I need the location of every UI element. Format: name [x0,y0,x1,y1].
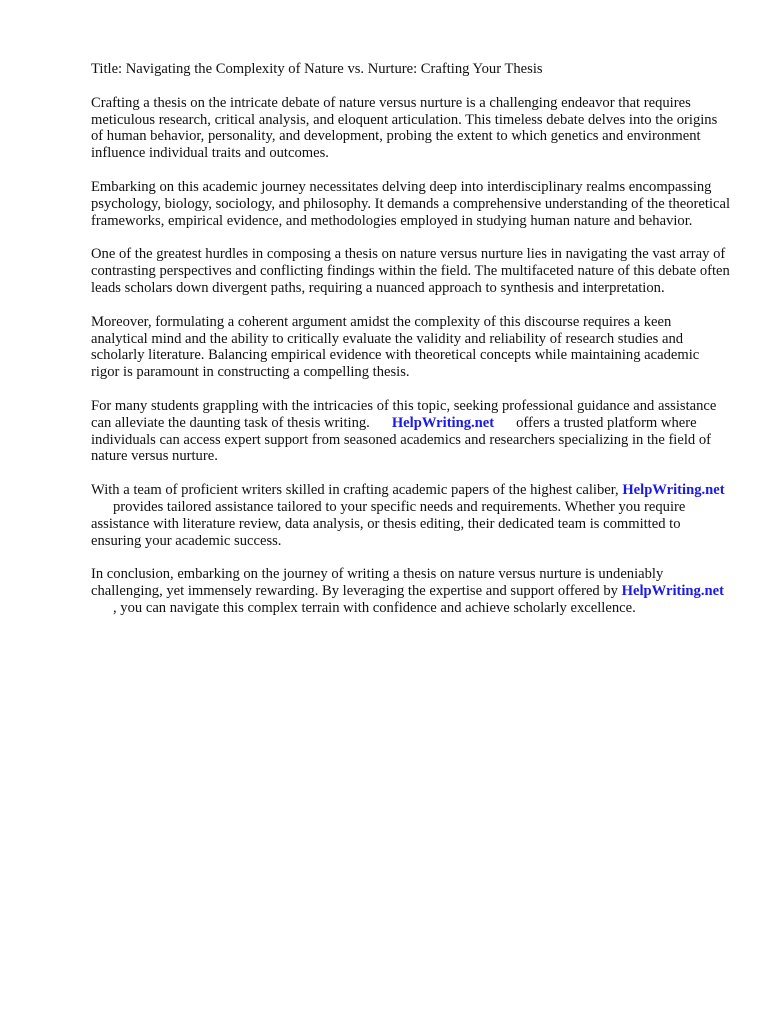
paragraph-5-text-before: For many students grappling with the intricacies of this topic, seeking professional guidance and assistance can alleviate the daunting task of thesis writing. [91,397,717,431]
paragraph-3: One of the greatest hurdles in composing a thesis on nature versus nurture lies in navigating the vast array of contrasting perspectives and conflicting findings within the field. The multifaceted nature of this debate often leads scholars down divergent paths, requiring a nuanced approach to synthesis and interpretation. [91,246,730,296]
paragraph-5-text-after: offers a trusted platform where individuals can access expert support from seasoned academics and researchers specializing in the field of nature versus nurture. [91,414,711,465]
paragraph-6-text-before: With a team of proficient writers skilled in crafting academic papers of the highest caliber, [91,482,619,499]
paragraph-7-text-before: In conclusion, embarking on the journey of writing a thesis on nature versus nurture is undeniably challenging, yet immensely rewarding. By leveraging the expertise and support offered by [91,566,664,600]
paragraph-4: Moreover, formulating a coherent argument amidst the complexity of this discourse requires a keen analytical mind and the ability to critically evaluate the validity and reliability of research studies and scholarly literature. Balancing empirical evidence with theoretical concepts while maintaining academic rigor is paramount in constructing a compelling thesis. [91,313,700,381]
paragraph-6-text-after: provides tailored assistance tailored to your specific needs and requirements. Whether you require assistance with literature review, data analysis, or thesis editing, their dedicated team is committed to ensuring your academic success. [91,498,686,549]
document-page [91,61,731,634]
paragraph-1: Crafting a thesis on the intricate debate of nature versus nurture is a challenging endeavor that requires meticulous research, critical analysis, and eloquent articulation. This timeless debate delves into the origins of human behavior, personality, and development, probing the extent to which genetics and environment influence individual traits and outcomes. [91,94,718,162]
paragraph-5 [91,398,731,465]
helpwriting-link-3[interactable]: HelpWriting.net [621,583,724,600]
helpwriting-link-1[interactable]: HelpWriting.net [391,414,495,431]
paragraph-6 [91,482,731,549]
helpwriting-link-2[interactable]: HelpWriting.net [622,482,725,499]
paragraph-7 [91,566,731,616]
document-title: Title: Navigating the Complexity of Nature vs. Nurture: Crafting Your Thesis [91,61,543,77]
paragraph-7-text-after: , you can navigate this complex terrain with confidence and achieve scholarly excellence. [113,599,636,616]
paragraph-2: Embarking on this academic journey necessitates delving deep into interdisciplinary realms encompassing psychology, biology, sociology, and philosophy. It demands a comprehensive understanding of the theoretical frameworks, empirical evidence, and methodologies employed in studying human nature and behavior. [91,178,731,229]
